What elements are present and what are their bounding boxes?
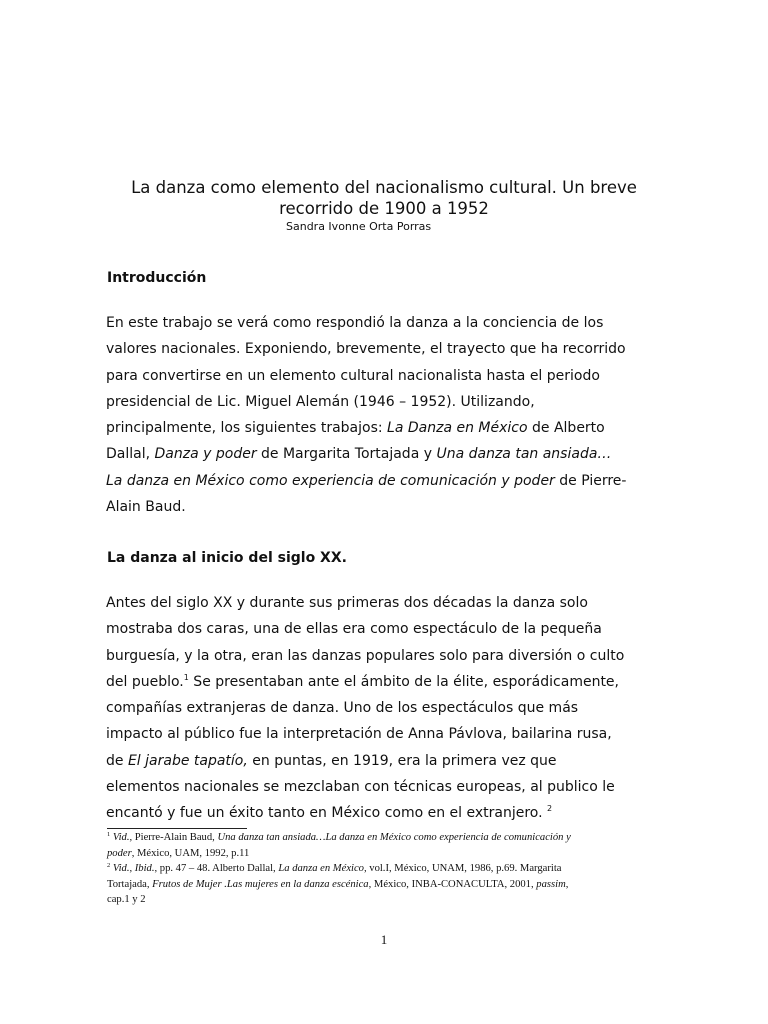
text-run: principalmente, los siguientes trabajos: — [106, 420, 388, 437]
text-line — [106, 468, 691, 494]
text-run: Tortajada, — [107, 878, 153, 890]
text-run: Pierre-Alain Baud, — [132, 832, 218, 843]
footnote-line: cap.1 y 2 — [107, 894, 146, 905]
text-run: de — [106, 752, 128, 769]
text-line: elementos nacionales se mezclaban con técnicas europeas, al publico le — [106, 779, 615, 796]
footnote-line — [107, 846, 677, 862]
book-title: Frutos de Mujer .Las mujeres en la danza escénica, — [152, 878, 372, 890]
text-run: México, INBA-CONACULTA, 2001, — [371, 878, 537, 890]
title-line-1: La danza como elemento del nacionalismo cultural. Un breve — [131, 178, 637, 197]
section-heading-siglo-xx: La danza al inicio del siglo XX. — [107, 550, 347, 566]
text-line: Antes del siglo XX y durante sus primeras dos décadas la danza solo — [106, 595, 588, 611]
book-title: Danza y poder — [154, 446, 257, 463]
text-run: , — [565, 878, 569, 890]
text-line: valores nacionales. Exponiendo, brevemente, el trayecto que ha recorrido — [106, 341, 626, 358]
book-title: Una danza tan ansiada… — [436, 446, 612, 463]
footnote-2 — [107, 861, 677, 908]
footnote-line — [107, 830, 677, 846]
document-title — [100, 177, 668, 219]
footnote-separator — [107, 828, 247, 829]
author-name: Sandra Ivonne Orta Porras — [286, 220, 432, 233]
text-run: encantó y fue un éxito tanto en México como en el extranjero. — [106, 805, 548, 822]
text-line: Alain Baud. — [106, 499, 186, 516]
text-line: presidencial de Lic. Miguel Alemán (1946 – 1952). Utilizando, — [106, 393, 535, 410]
section1-paragraph — [106, 590, 691, 827]
text-line: burguesía, y la otra, eran las danzas populares solo para diversión o culto — [106, 647, 625, 664]
footnote-1 — [107, 830, 677, 861]
text-run: del pueblo. — [106, 673, 184, 690]
work-title: El jarabe tapatío, — [127, 752, 248, 769]
text-run: Se presentaban ante el ámbito de la élite, esporádicamente, — [188, 673, 619, 690]
text-run: de Alberto — [527, 420, 605, 437]
title-line-2: recorrido de 1900 a 1952 — [279, 199, 489, 218]
footnote-ref-2[interactable]: 2 — [547, 804, 553, 814]
footnote-line — [107, 877, 677, 893]
text-line — [106, 669, 691, 695]
text-run: Dallal, — [106, 446, 155, 463]
text-run: Vid., — [110, 832, 133, 843]
text-line: mostraba dos caras, una de ellas era como espectáculo de la pequeña — [106, 621, 602, 638]
book-title: poder — [107, 847, 132, 859]
text-run: de Margarita Tortajada y — [256, 446, 437, 463]
text-line: En este trabajo se verá como respondió la danza a la conciencia de los — [106, 315, 604, 331]
book-title: Una danza tan ansiada…La danza en México como experiencia de comunicación y — [217, 832, 571, 843]
book-title: La Danza en México — [387, 420, 528, 437]
footnote-ref-1[interactable]: 1 — [183, 672, 189, 682]
text-run: passim — [536, 878, 566, 890]
footnote-number: 2 — [107, 862, 111, 869]
text-line: impacto al público fue la interpretación de Anna Pávlova, bailarina rusa, — [106, 726, 612, 743]
text-run: Vid., Ibid. — [110, 863, 155, 874]
book-title: La danza en México como experiencia de comunicación y poder — [106, 472, 555, 489]
footnote-number: 1 — [107, 831, 111, 838]
text-line — [106, 441, 691, 467]
section-heading-introduccion: Introducción — [107, 270, 207, 286]
text-line — [106, 748, 691, 774]
text-run: de Pierre- — [554, 472, 627, 489]
text-line: compañías extranjeras de danza. Uno de los espectáculos que más — [106, 700, 579, 717]
text-line — [106, 800, 691, 826]
text-run: , pp. 47 – 48. Alberto Dallal, — [154, 863, 279, 874]
intro-paragraph — [106, 310, 691, 520]
book-title: La danza en México, — [278, 863, 367, 874]
text-run: vol.I, México, UNAM, 1986, p.69. Margarita — [366, 863, 562, 874]
text-run: , México, UAM, 1992, p.11 — [131, 847, 250, 859]
text-line: para convertirse en un elemento cultural nacionalista hasta el periodo — [106, 367, 600, 384]
page-number: 1 — [380, 932, 388, 947]
footnote-line — [107, 861, 677, 877]
text-line — [106, 415, 691, 441]
text-run: en puntas, en 1919, era la primera vez que — [247, 752, 557, 769]
